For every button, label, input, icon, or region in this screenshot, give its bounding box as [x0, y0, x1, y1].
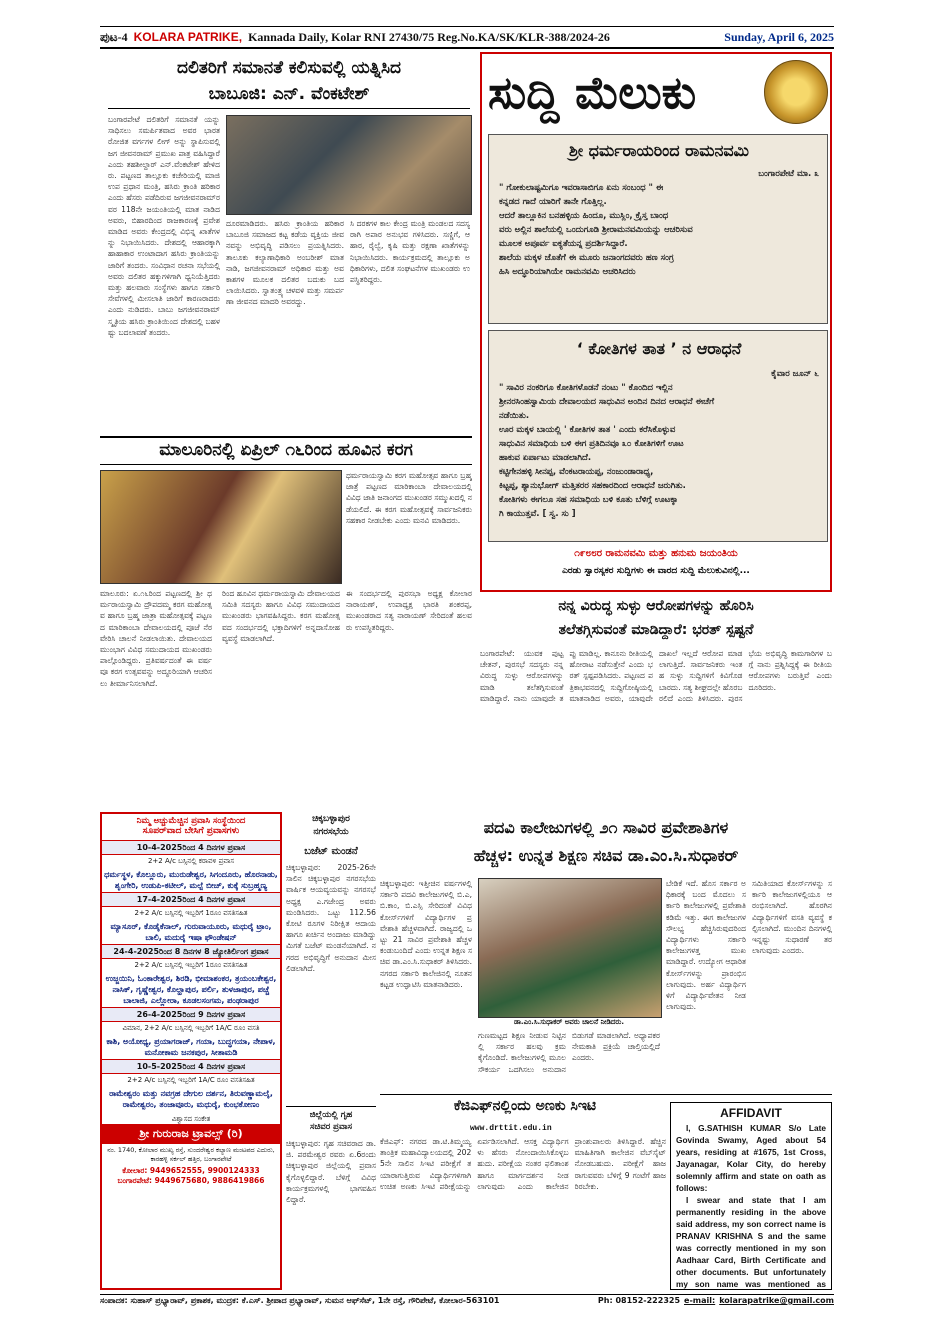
story2-rule — [100, 464, 472, 465]
story2-body-left: ಮಾಲೂರು: ಏ.೧೬ರಿಂದ ಪಟ್ಟಣದಲ್ಲಿ ಶ್ರೀ ಧರ್ಮರಾಯಸ್ವಾಮಿ ದ್ರೌಪದಮ್ಮ ಕರಗ ಮಹೋತ್ಸವ ಹಾಗೂ ಬ್ರಹ್ಮ ಜಾತ್ರಾ ಮಹೋತ್ಸವಕ್ಕೆ ಪಟ್ಟಣದ ಮಾರಿಕಾಂಬಾ ದೇವಾಲಯದಲ್ಲಿ ಪೂಜೆ ನೆರವೇರಿಸಿ ಚಾಲನೆ ನೀಡಲಾಯಿತು. ದೇವಾಲಯದ ಮುಂಭಾಗ ವಿವಿಧ ಸಮುದಾಯದ ಮುಖಂಡರು ಪಾಲ್ಗೊಂಡಿದ್ದರು. ಪ್ರತಿವರ್ಷದಂತೆ ಈ ವರ್ಷವೂ ಕರಗ ಉತ್ಸವವನ್ನು ಅದ್ಧೂರಿಯಾಗಿ ಆಚರಿಸಲು ತೀರ್ಮಾನಿಸಲಾಗಿದೆ. — [100, 589, 212, 688]
tour-date: 17-4-2025ರಿಂದ 4 ದಿನಗಳ ಪ್ರವಾಸ — [102, 892, 280, 907]
story5-headline-1: ಪದವಿ ಕಾಲೇಜುಗಳಲ್ಲಿ ೨೧ ಸಾವಿರ ಪ್ರವೇಶಾತಿಗಳ — [483, 818, 729, 837]
tour-places: ಮ್ಯಾಸೂರ್, ಕೊಡೈಕೆನಾಲ್, ಗುರುವಾಯೂರು, ಮಧುರೈ ಟ್ರಾಂ, ಬಾಲಿ, ಮದುರೈ ಇಷಾ ಫೌಂಡೇಷನ್ — [110, 922, 272, 942]
story1-body-right: ಸಿ ದರಕಗಳ ಕಾಲ ಕೇಂದ್ರ ಮಂತ್ರಿ ಮಂಡಲದ ಸದಸ್ಯರಾಗಿ ಅಪಾರ ಅನುಭವ ಗಳಿಸಿದರು. ಸಣ್ಣಿಗೆ, ಆಹಾರ, ರೈಲ್ವೆ, ಕೃಷಿ ಮತ್ತು ರಕ್ಷಣಾ ಖಾತೆಗಳನ್ನು ನಿಭಾಯಿಸಿದರು. ಕಾರ್ಯಕ್ರಮದಲ್ಲಿ ತಾಲ್ಲೂಕು ಅಧಿಕಾರಿಗಳು, ದಲಿತ ಸಂಘಟನೆಗಳ ಮುಖಂಡರು ಉಪಸ್ಥಿತರಿದ್ದರು. — [350, 219, 470, 285]
story3-body: ಬಂಗಾರಪೇಟೆ: ಯುವಕ ಪುಟ್ಟ ಚೇತನ್, ಪುರಸಭೆ ಸದಸ್ಯರು ನನ್ನ ವಿರುದ್ಧ ಸುಳ್ಳು ಆರೋಪಗಳನ್ನು ಮಾಡಿ ತಲೆತಗ್ಗಿಸುವಂತೆ ಮಾಡಿದ್ದಾರೆ. ನಾನು ಯಾವುದೇ ತಪ್ಪು ಮಾಡಿಲ್ಲ. ಕಾನೂನು ರೀತಿಯಲ್ಲಿ ಹೋರಾಟ ನಡೆಸುತ್ತೇನೆ ಎಂದು ಭರತ್ ಸ್ಪಷ್ಟಪಡಿಸಿದರು. ಪಟ್ಟಣದ ಪತ್ರಿಕಾಭವನದಲ್ಲಿ ಸುದ್ದಿಗೋಷ್ಠಿಯಲ್ಲಿ ಮಾತನಾಡಿದ ಅವರು, ಯಾವುದೇ ದಾಖಲೆ ಇಲ್ಲದೆ ಆರೋಪ ಮಾಡಲಾಗುತ್ತಿದೆ. ಸಾರ್ವಜನಿಕರು ಇಂತಹ ಸುಳ್ಳು ಸುದ್ದಿಗಳಿಗೆ ಕಿವಿಗೊಡಬಾರದು. ಸತ್ಯ ಶೀಘ್ರದಲ್ಲೇ ಹೊರಬರಲಿದೆ ಎಂದು ತಿಳಿಸಿದರು. ಪುರಸಭೆಯ ಅಭಿವೃದ್ಧಿ ಕಾಮಗಾರಿಗಳ ಬಗ್ಗೆ ನಾನು ಪ್ರಶ್ನಿಸಿದ್ದಕ್ಕೆ ಈ ರೀತಿಯ ಆರೋಪಗಳು ಬರುತ್ತಿವೆ ಎಂದು ದೂರಿದರು. — [480, 649, 832, 703]
story5-body-left: ಚಿಕ್ಕಬಳ್ಳಾಪುರ: ಇತ್ತೀಚಿನ ವರ್ಷಗಳಲ್ಲಿ ಸರ್ಕಾರಿ ಪದವಿ ಕಾಲೇಜುಗಳಲ್ಲಿ ಬಿ.ಎ, ಬಿ.ಕಾಂ, ಬಿ.ಎಸ್ಸಿ ಸೇರಿದಂತೆ ವಿವಿಧ ಕೋರ್ಸ್‌ಗಳಿಗೆ ವಿದ್ಯಾರ್ಥಿಗಳ ಪ್ರವೇಶಾತಿ ಹೆಚ್ಚಳವಾಗಿದೆ. ರಾಜ್ಯದಲ್ಲಿ ಒಟ್ಟು 21 ಸಾವಿರ ಪ್ರವೇಶಾತಿ ಹೆಚ್ಚಳ ಕಂಡುಬಂದಿದೆ ಎಂದು ಉನ್ನತ ಶಿಕ್ಷಣ ಸಚಿವ ಡಾ.ಎಂ.ಸಿ.ಸುಧಾಕರ್ ತಿಳಿಸಿದರು. ನಗರದ ಸರ್ಕಾರಿ ಕಾಲೇಜಿನಲ್ಲಿ ನೂತನ ಕಟ್ಟಡ ಉದ್ಘಾಟಿಸಿ ಮಾತನಾಡಿದರು. — [380, 879, 472, 989]
clip1-line: ಹಿಸಿ ಅದ್ಧೂರಿಯಾಗಿಯೇ ರಾಮನವಮಿ ಆಚರಿಸಿದರು — [499, 267, 636, 277]
story5-photo — [478, 878, 662, 1018]
clipping-kotigala-tata — [488, 330, 828, 542]
footer-rule — [100, 1294, 834, 1295]
footer-phone: Ph: 08152-222325 — [597, 1296, 681, 1305]
story2-body-top: ಧರ್ಮರಾಯಸ್ವಾಮಿ ಕರಗ ಮಹೋತ್ಸವ ಹಾಗೂ ಬ್ರಹ್ಮ ಜಾತ್ರೆ ಪಟ್ಟಣದ ಮಾರಿಕಾಂಬಾ ದೇವಾಲಯದಲ್ಲಿ ವಿವಿಧ ಜಾತಿ ಜನಾಂಗದ ಮುಖಂಡರ ಸಮ್ಮುಖದಲ್ಲಿ ನಡೆಯಲಿದೆ. ಈ ಕರಗ ಮಹೋತ್ಸವಕ್ಕೆ ಸಾರ್ವಜನಿಕರು ಸಹಕಾರ ನೀಡಬೇಕು ಎಂದು ಮನವಿ ಮಾಡಿದರು. — [346, 471, 472, 525]
story1-body-left: ಬಂಗಾರಪೇಟೆ ದಲಿತರಿಗೆ ಸಮಾನತೆ ಯನ್ನು ಸಾಧಿಸಲು ಸಮರ್ಪಿತವಾದ ಅವರ ಭಾರತ ರೋಜಿತ ವರ್ಗಗಳ ಲೀಗ್ ಅನ್ನು ಸ್ಥಾಪಿಸುವಲ್ಲಿ ಜಗ ಜೀವನರಾಮ್ ಪ್ರಮುಖ ಪಾತ್ರ ವಹಿಸಿದ್ದಾರೆ ಎಂದು ತಹಶೀಲ್ದಾರ್ ಎನ್.ವೆಂಕಟೇಶ್ ಹೇಳಿದರು. ಪಟ್ಟಣದ ತಾಲ್ಲೂಕು ಕಚೇರಿಯಲ್ಲಿ ಮಾಜಿ ಉಪ ಪ್ರಧಾನ ಮಂತ್ರಿ, ಹಸಿರು ಕ್ರಾಂತಿ ಹರಿಕಾರ ಎಂದು ಹೆಸರು ಪಡೆದಿರುವ ಜಗಜೀವನರಾಮ್‌ರವರ 118ನೇ ಜಯಂತಿಯಲ್ಲಿ ಮಾತ ನಾಡಿದ ಅವರು, ಬಿಹಾರದಿಂದ ರಾಜಕಾರಣಕ್ಕೆ ಪ್ರವೇಶ ಮಾಡಿದ ಅವರು ಕೇಂದ್ರದಲ್ಲಿ ವಿಭಿನ್ನ ಖಾತೆಗಳನ್ನು ನಿಭಾಯಿಸಿದರು. ದೇಶದಲ್ಲಿ ಆಹಾರಕ್ಕಾಗಿ ಹಾಹಾಕಾರ ಉಂಟಾದಾಗ ಹಸಿರು ಕ್ರಾಂತಿಯನ್ನು ಜಾರಿಗೆ ತಂದರು. ಸಂವಿಧಾನ ರಚನಾ ಸಭೆಯಲ್ಲಿ ಅವರು ದಲಿತರ ಹಕ್ಕುಗಳಿಗಾಗಿ ಧ್ವನಿಯೆತ್ತಿದರು ಮತ್ತು ಹಲವಾರು ಸಂಸ್ಥೆಗಳು ಹಾಗೂ ಸರ್ಕಾರಿ ಸೇವೆಗಳಲ್ಲಿ ಮೀಸಲಾತಿ ಜಾರಿಗೆ ಕಾರಣರಾದರು ಎಂದು ನುಡಿದರು. ಬಾಬು ಜಗಜೀವನರಾಮ್ ಸ್ಮೃತಿಯ ಹಸಿರು ಕ್ರಾಂತಿಯಿಂದ ದೇಶದಲ್ಲಿ ಬಹಳಷ್ಟು ಬದಲಾವಣೆ ತಂದರು. — [108, 115, 220, 337]
masthead — [100, 26, 834, 49]
clip2-line: ಕಟ್ಟಿಗೇನಹಳ್ಳಿ ಸೀನಪ್ಪ, ವೆಂಕಟರಾಯಪ್ಪ, ನಂಜುಂಡಾರಾಧ್ಯ, — [499, 467, 654, 477]
tour-places: ಉಜ್ಜಯಿನಿ, ಓಂಕಾರೇಶ್ವರ, ಶಿರಡಿ, ಭೀಮಾಶಂಕರ, ತ್ರಯಂಬಕೇಶ್ವರ, ನಾಸಿಕ್, ಗೃಷ್ಣೇಶ್ವರ, ಕೊಲ್ಹಾಪುರ, ಪರ್ಲಿ, ತುಳಜಾಪುರ, ಪಚ್ಚೆ ಬಾಲಾಜಿ, ಎಲ್ಲೋರಾ, ಕೂಡಲಸಂಗಮ, ಪಂಢರಾಪುರ — [105, 974, 277, 1005]
affidavit-title: AFFIDAVIT — [720, 1106, 782, 1120]
story5-body-right: ಬೇಡಿಕೆ ಇದೆ. ಹೊಸ ಸರ್ಕಾರ ಅಧಿಕಾರಕ್ಕೆ ಬಂದ ಮೊದಲು ಸರ್ಕಾರಿ ಕಾಲೇಜುಗಳಲ್ಲಿ ಪ್ರವೇಶಾತಿ ಕಡಿಮೆ ಇತ್ತು. ಈಗ ಕಾಲೇಜುಗಳ ಸೌಲಭ್ಯ ಹೆಚ್ಚಿಸಿರುವುದರಿಂದ ವಿದ್ಯಾರ್ಥಿಗಳು ಸರ್ಕಾರಿ ಕಾಲೇಜುಗಳತ್ತ ಮುಖ ಮಾಡಿದ್ದಾರೆ. ಉದ್ಯೋಗ ಆಧಾರಿತ ಕೋರ್ಸ್‌ಗಳನ್ನು ಪ್ರಾರಂಭಿಸಲಾಗುವುದು. ಅರ್ಹ ವಿದ್ಯಾರ್ಥಿಗಳಿಗೆ ವಿದ್ಯಾರ್ಥಿವೇತನ ನೀಡಲಾಗುವುದು. — [666, 879, 746, 1012]
tour-places: ಧರ್ಮಸ್ಥಳ, ಕೊಲ್ಲೂರು, ಮುರುಡೇಶ್ವರ, ಸಿಗಂದೂರು, ಹೊರನಾಡು, ಶೃಂಗೇರಿ, ಉಡುಪಿ-ಕಟೀಲ್, ಮಲ್ಪೆ ಬೀಚ್, ಕುಕ್ಕೆ ಸುಬ್ರಹ್ಮಣ್ಯ — [104, 870, 278, 890]
story4-sub-body: ಚಿಕ್ಕಬಳ್ಳಾಪುರ: ಗೃಹ ಸಚಿವರಾದ ಡಾ. ಜಿ. ಪರಮೇಶ್ವರ ರವರು ಏ.6ರಂದು ಚಿಕ್ಕಬಳ್ಳಾಪುರ ಜಿಲ್ಲೆಯಲ್ಲಿ ಪ್ರವಾಸ ಕೈಗೊಳ್ಳಲಿದ್ದಾರೆ. ಬೆಳಿಗ್ಗೆ ವಿವಿಧ ಕಾರ್ಯಕ್ರಮಗಳಲ್ಲಿ ಭಾಗವಹಿಸಲಿದ್ದಾರೆ. — [286, 1139, 376, 1205]
affidavit-para-2: I swear and state that I am permanently residing in the above said address, my son correct name is PRANAV KRISHNA S and the same was correctly mentioned in my son Aadhaar Card, Birth Certificate and other documents. But unfortunately my son name was mentioned as — [676, 1195, 826, 1289]
clip1-line: ವರು ಅಲ್ಲಿನ ಶಾಲೆಯಲ್ಲಿ ಒಂದುಗೂಡಿ ಶ್ರೀರಾಮನವಮಿಯನ್ನು ಆಚರಿಸುವ — [499, 225, 693, 235]
story6-rule — [380, 1094, 832, 1095]
story4-sub-headline-1: ಜಿಲ್ಲೆಯಲ್ಲಿ ಗೃಹ — [309, 1110, 353, 1120]
clip1-line: ಬಂಗಾರಪೇಟೆ ಮಾ. ೩ — [758, 169, 819, 179]
story4-sub-headline-2: ಸಚಿವರ ಪ್ರವಾಸ — [310, 1122, 352, 1132]
story1-rule — [108, 108, 470, 109]
story3-headline-2: ತಲೆತಗ್ಗಿಸುವಂತೆ ಮಾಡಿದ್ದಾರೆ: ಭರತ್ ಸ್ಪಷ್ಟನೆ — [558, 622, 754, 638]
clipping-ramanavami-title: ಶ್ರೀ ಧರ್ಮರಾಯರಿಂದ ರಾಮನವಮಿ — [569, 141, 749, 160]
travel-ad — [100, 812, 282, 1290]
story4-body: ಚಿಕ್ಕಬಳ್ಳಾಪುರ: 2025-26ನೇ ಸಾಲಿನ ಚಿಕ್ಕಬಳ್ಳಾಪುರ ನಗರಸಭೆಯ ವಾರ್ಷಿಕ ಆಯವ್ಯಯವನ್ನು ನಗರಸಭೆ ಅಧ್ಯಕ್ಷ ಎ.ಗಜೇಂದ್ರ ಅವರು ಮಂಡಿಸಿದರು. ಒಟ್ಟು 112.56 ಕೋಟಿ ರೂಗಳ ನಿರೀಕ್ಷಿತ ಆದಾಯ ಹಾಗೂ ಖರ್ಚಿನ ಅಂದಾಜು ಮಾಡಿದ್ದು ಮಿಗತೆ ಬಜೆಟ್ ಮಂಡನೆಯಾಗಿದೆ. ನಗರದ ಅಭಿವೃದ್ಧಿಗೆ ಅನುದಾನ ಮೀಸಲಿಡಲಾಗಿದೆ. — [286, 863, 376, 973]
clip2-line: " ಸಾವಿರ ನಂಕರಿಗೂ ಕೋತಿಗಳೊಡನೆ ನಂಟು " ಕೊಂದಿದ ಇಲ್ಲಿನ — [499, 383, 673, 393]
travel-phone-2: ಬಂಗಾರಪೇಟೆ: 9449675680, 9886419866 — [117, 1176, 265, 1185]
tour-date: 10-5-2025ರಿಂದ 4 ದಿನಗಳ ಪ್ರವಾಸ — [102, 1059, 280, 1074]
story1-photo — [226, 115, 472, 215]
tour-places: ರಾಮೇಶ್ವರಂ ಮತ್ತು ನವಗ್ರಹ ದೇಗುಲ ದರ್ಶನ, ತಿರುವಣ್ಣಾಮಲೈ, ರಾಮೇಶ್ವರಂ, ತಂಜಾವೂರು, ಮಧುರೈ, ಕುಂಭಕೋಣಂ — [109, 1089, 273, 1109]
tour-mode: 2+2 A/c ಬಸ್ಸಿನಲ್ಲಿ ಇಬ್ಬರಿಗೆ 1ರೂಂ ವಸತಿಸಹಿತ — [134, 961, 248, 969]
footer-imprint: ಸಂಪಾದಕ: ಸುಹಾಸ್ ಪ್ರಭ್ಯಾರಾವ್, ಪ್ರಕಾಶಕ, ಮುದ್ರಕ: ಕೆ.ಎಸ್. ಶ್ರೀಪಾದ ಪ್ರಭ್ಯಾರಾವ್, ಸುಮನ ಆಫ್‌ಸೆಟ್, 1ನೇ ರಸ್ತೆ, ಗೌರಿಪೇಟೆ, ಕೋಲಾರ-563101 — [100, 1296, 500, 1305]
story5-body-far: ಸಮಿತಿಯಾದ ಕೋರ್ಸ್‌ಗಳನ್ನು ಸರ್ಕಾರಿ ಕಾಲೇಜುಗಳಲ್ಲಿಯೂ ಆರಂಭಿಸಲಾಗಿದೆ. ಹೊರಗಿನ ವಿದ್ಯಾರ್ಥಿಗಳಿಗೆ ವಸತಿ ವ್ಯವಸ್ಥೆ ಕಲ್ಪಿಸಲಾಗಿದೆ. ಮುಂದಿನ ದಿನಗಳಲ್ಲಿ ಇನ್ನಷ್ಟು ಸುಧಾರಣೆ ತರಲಾಗುವುದು ಎಂದರು. — [752, 879, 832, 956]
clip2-line: ಶ್ರೀನರಸಿಂಹಸ್ವಾಮಿಯ ದೇವಾಲಯದ ಸಾಧುವಿನ ಅಂದಿನ ದಿನದ ಆರಾಧನೆ ಈಚೆಗೆ — [499, 397, 715, 407]
clipping-kotigala-text — [499, 367, 819, 521]
clip2-line: ಸಾಧುವಿನ ಸಮಾಧಿಯ ಬಳಿ ಈಗ ಪ್ರತಿದಿನವೂ ೩೦ ಕೋತಿಗಳಿಗೆ ಊಟ — [499, 439, 684, 449]
tour-places: ಕಾಶಿ, ಅಯೋಧ್ಯ, ಪ್ರಯಾಗರಾಜ್, ಗಯಾ, ಬುದ್ಧಗಯಾ, ನೇಪಾಳ, ಮನೋಕಾಮ ಜನಕಪುರ, ಸೀತಾಮಡಿ — [106, 1037, 276, 1057]
story6-url: www.drttit.edu.in — [470, 1124, 552, 1133]
clipping-ramanavami-text — [499, 167, 819, 279]
affidavit-para-1: I, G.SATHISH KUMAR S/o Late Govinda Swamy, Aged about 54 years, residing at #1675, 1st Cross, Jayanagar, Kolar City, do hereby solemnly affirm and state on oath as follows: — [676, 1123, 826, 1193]
clipping-ramanavami — [488, 134, 828, 324]
tour-mode: 2+2 A/c ಬಸ್ಸಿನಲ್ಲಿ ಇಬ್ಬರಿಗೆ 1ರೂಂ ವಸತಿಸಹಿತ — [134, 909, 248, 917]
clip1-line: ಮೂಲಕ ಅಪೂರ್ವ ಐಕ್ಯತೆಯನ್ನ ಪ್ರದರ್ಶಿಸಿದ್ದಾರೆ. — [499, 239, 628, 249]
suddi-meluku-caption-1: ೧೯೮೮ರ ರಾಮನವಮಿ ಮತ್ತು ಹನುಮ ಜಯಂತಿಯ — [574, 548, 738, 559]
footer-email: kolarapatrike@gmail.com — [719, 1296, 834, 1305]
tour-date: 24-4-2025ರಿಂದ 8 ದಿನಗಳ 8 ಜ್ಯೋತಿರ್ಲಿಂಗ ಪ್ರವಾಸ — [102, 944, 280, 959]
clipping-kotigala-title: ‘ ಕೋತಿಗಳ ತಾತ ’ ನ ಆರಾಧನೆ — [576, 339, 742, 358]
story1-headline-2: ಬಾಬೂಜಿ: ಎನ್. ವೆಂಕಟೇಶ್ — [208, 84, 370, 104]
story4-headline-3: ಬಜೆಟ್ ಮಂಡನೆ — [304, 846, 358, 857]
clip1-line: ಶಾಲೆಯ ಮಕ್ಕಳ ಜೊತೆಗೆ ಈ ಮೂರು ಜನಾಂಗದವರು ಹಣ ಸಂಗ್ರ — [499, 253, 674, 263]
tour-date: 26-4-2025ರಿಂದ 9 ದಿನಗಳ ಪ್ರವಾಸ — [102, 1007, 280, 1022]
story5-photo-caption: ಡಾ.ಎಂ.ಸಿ.ಸುಧಾಕರ್ ಅವರು ಚಾಲನೆ ನೀಡಿದರು. — [513, 1018, 624, 1026]
clip2-line: ಊರ ಮಕ್ಕಳ ಬಾಯಲ್ಲಿ ' ಕೋತಿಗಳ ತಾತ ' ಎಂದು ಕರೆಸಿಕೊಳ್ಳುವ — [499, 425, 676, 435]
footer-email-label: e-mail: — [684, 1296, 716, 1305]
clip2-line: ಕೋತಿಗಳು ಈಗಲೂ ಸಹ ಸಮಾಧಿಯ ಬಳಿ ಕೂತು ಬೆಳಿಗ್ಗೆ ಊಟಕ್ಕಾ — [499, 495, 678, 505]
footer — [100, 1296, 834, 1310]
clip1-line: ಆದರೆ ತಾಲ್ಲೂಕಿನ ಬನಹಳ್ಳಿಯ ಹಿಂದೂ, ಮುಸ್ಲಿಂ, ಕ್ರೈಸ್ತ ಬಾಂಧ — [499, 211, 669, 221]
story5-body-mid: ಗುಣಮಟ್ಟದ ಶಿಕ್ಷಣ ನೀಡುವ ನಿಟ್ಟಿನಲ್ಲಿ ಸರ್ಕಾರ ಹಲವು ಕ್ರಮ ಕೈಗೊಂಡಿದೆ. ಕಾಲೇಜುಗಳಲ್ಲಿ ಮೂಲ ಸೌಕರ್ಯ ಒದಗಿಸಲು ಅನುದಾನ ಬಿಡುಗಡೆ ಮಾಡಲಾಗಿದೆ. ಅಧ್ಯಾಪಕರ ನೇಮಕಾತಿ ಪ್ರಕ್ರಿಯೆ ಚಾಲ್ತಿಯಲ್ಲಿದೆ ಎಂದರು. — [478, 1031, 660, 1074]
travel-ad-header-1: ನಿಮ್ಮ ಅಚ್ಚುಮೆಚ್ಚಿನ ಪ್ರವಾಸಿ ಸಂಸ್ಥೆಯಿಂದ — [136, 816, 246, 826]
tour-date: 10-4-2025ರಿಂದ 4 ದಿನಗಳ ಪ್ರವಾಸ — [102, 840, 280, 855]
masthead-info: Kannada Daily, Kolar RNI 27430/75 Reg.No.KA/SK/KLR-388/2024-26 — [248, 29, 610, 44]
story5-headline-2: ಹೆಚ್ಚಳ: ಉನ್ನತ ಶಿಕ್ಷಣ ಸಚಿವ ಡಾ.ಎಂ.ಸಿ.ಸುಧಾಕರ್ — [473, 846, 739, 865]
tour-mode: 2+2 A/c ಬಸ್ಸಿನಲ್ಲಿ ಇಬ್ಬರಿಗೆ 1A/C ರೂಂ ವಸತಿಸಹಿತ — [127, 1076, 255, 1084]
tour-mode: 2+2 A/c ಬಸ್ಸಿನಲ್ಲಿ ಕರಾವಳಿ ಪ್ರವಾಸ — [147, 857, 235, 865]
story6-headline: ಕೆಜಿಎಫ್‌ನಲ್ಲಿಂದು ಅಣಕು ಸಿಇಟಿ — [453, 1098, 597, 1114]
story4-headline-1: ಚಿಕ್ಕಬಳ್ಳಾಪುರ — [312, 814, 350, 824]
story4-rule — [286, 1106, 376, 1107]
travel-operator-name: ಶ್ರೀ ಗುರುರಾಜ ಟ್ರಾವಲ್ಸ್ (ರಿ) — [102, 1124, 280, 1144]
clip1-line: ಕನ್ನಡದ ಗಾದೆ ಯಾರಿಗೆ ತಾನೇ ಗೊತ್ತಿಲ್ಲ. — [499, 197, 607, 207]
story2-photo — [100, 470, 342, 584]
issue-date: Sunday, April 6, 2025 — [724, 29, 834, 44]
suddi-meluku-caption-2: ಎರಡು ಸ್ವಾರಸ್ಯಕರ ಸುದ್ದಿಗಳು ಈ ವಾರದ ಸುದ್ದಿ ಮೆಲುಕುವಿನಲ್ಲಿ... — [562, 566, 750, 576]
travel-phone-1: ಕೋಲಾರ: 9449652555, 9900124333 — [122, 1166, 260, 1175]
story2-top-rule — [100, 436, 472, 438]
clip2-line: ಹಾಕುವ ಏರ್ಪಾಟು ಮಾಡಲಾಗಿದೆ. — [499, 453, 592, 463]
anniversary-logo — [764, 60, 828, 124]
affidavit-box — [670, 1102, 832, 1290]
travel-operator-address: ನಂ. 1740, ಕೋಲಾರ ಮುಖ್ಯ ರಸ್ತೆ, ಸುಂದರೇಶ್ವರ ಕಲ್ಯಾಣ ಮಂಟಪದ ಎದುರು, ಕಾರಹಳ್ಳಿ ಸರ್ಕಲ್ ಹತ್ತಿರ, ಬಂಗಾರಪೇಟೆ — [107, 1146, 275, 1163]
story2-body-mid: ರಿಂದ ಹೂವಿನ ಧರ್ಮರಾಯಸ್ವಾಮಿ ದೇವಾಲಯದ ಸಮಿತಿ ಸದಸ್ಯರು ಹಾಗೂ ವಿವಿಧ ಸಮುದಾಯದ ಮುಖಂಡರು ಭಾಗವಹಿಸಿದ್ದರು. ಕರಗ ಮಹೋತ್ಸವದ ಸಂದರ್ಭದಲ್ಲಿ ಭಕ್ತಾದಿಗಳಿಗೆ ಅನ್ನದಾಸೋಹ ವ್ಯವಸ್ಥೆ ಮಾಡಲಾಗಿದೆ. — [222, 589, 340, 643]
story1-headline-1: ದಲಿತರಿಗೆ ಸಮಾನತೆ ಕಲಿಸುವಲ್ಲಿ ಯತ್ನಿಸಿದ — [177, 58, 401, 78]
tour-mode: ವಿಮಾನ, 2+2 A/c ಬಸ್ಸಿನಲ್ಲಿ ಇಬ್ಬರಿಗೆ 1A/C ರೂಂ ವಸತಿ — [122, 1024, 260, 1032]
clip2-line: ನಡೆಯಿತು. — [499, 411, 530, 421]
clip2-line: ಕೈವಾರ ಜೂನ್ ೬ — [771, 369, 819, 379]
story4-headline-2: ನಗರಸಭೆಯ — [313, 827, 349, 837]
story6-body: ಕೆಜಿಎಫ್: ನಗರದ ಡಾ.ಟಿ.ತಿಮ್ಮಯ್ಯ ತಾಂತ್ರಿಕ ಮಹಾವಿದ್ಯಾಲಯದಲ್ಲಿ 2025ನೇ ಸಾಲಿನ ಸಿಇಟಿ ಪರೀಕ್ಷೆಗೆ ತಯಾರಾಗುತ್ತಿರುವ ವಿದ್ಯಾರ್ಥಿಗಳಿಗಾಗಿ ಉಚಿತ ಅಣಕು ಸಿಇಟಿ ಪರೀಕ್ಷೆಯನ್ನು ಏರ್ಪಡಿಸಲಾಗಿದೆ. ಆಸಕ್ತ ವಿದ್ಯಾರ್ಥಿಗಳು ಹೆಸರು ನೋಂದಾಯಿಸಿಕೊಳ್ಳಬಹುದು. ಪರೀಕ್ಷೆಯ ನಂತರ ಫಲಿತಾಂಶ ಹಾಗೂ ಮಾರ್ಗದರ್ಶನ ನೀಡಲಾಗುವುದು ಎಂದು ಕಾಲೇಜಿನ ಪ್ರಾಂಶುಪಾಲರು ತಿಳಿಸಿದ್ದಾರೆ. ಹೆಚ್ಚಿನ ಮಾಹಿತಿಗಾಗಿ ಕಾಲೇಜಿನ ವೆಬ್‌ಸೈಟ್ ನೋಡಬಹುದು. ಪರೀಕ್ಷೆಗೆ ಹಾಜರಾಗುವವರು ಬೆಳಿಗ್ಗೆ 9 ಗಂಟೆಗೆ ಹಾಜರಿರಬೇಕು. — [380, 1137, 666, 1191]
newspaper-brand: KOLARA PATRIKE, — [133, 30, 243, 44]
story2-body-right: ಈ ಸಂದರ್ಭದಲ್ಲಿ ಪುರಸಭಾ ಅಧ್ಯಕ್ಷ ಕೋಲಾರ ನಾರಾಯಣ್, ಉಪಾಧ್ಯಕ್ಷ ಭಾರತಿ ಶಂಕರಪ್ಪ, ಮುಖಂಡರಾದ ಸತ್ಯ ನಾರಾಯಣ್ ಸೇರಿದಂತೆ ಹಲವರು ಉಪಸ್ಥಿತರಿದ್ದರು. — [346, 589, 472, 632]
travel-ad-header-2: ಸೂಪರ್‌ವಾದ ಬೇಸಿಗೆ ಪ್ರವಾಸಗಳು — [142, 826, 240, 836]
travel-operator-tagline: ವಿಶ್ವಾಸದ ಸಂಕೇತ — [171, 1115, 211, 1123]
clip2-line: ಕಿಟ್ಟಪ್ಪ, ಶ್ಯಾನುಭೋಗ್ ಮತ್ತಿತರರ ಸಹಕಾರದಿಂದ ಆರಾಧನೆ ಜರುಗಿತು. — [499, 481, 686, 491]
suddi-meluku-title: ಸುದ್ದಿ ಮೆಲುಕು — [488, 66, 697, 119]
clip1-line: " ಗೋಕುಲಾಷ್ಟಮಿಗೂ ಇವರಾಸಾಬಿಗೂ ಏನು ಸಂಬಂಧ " ಈ — [499, 183, 664, 193]
clip2-line: ಗಿ ಕಾಯುತ್ತವೆ. [ ಸ್ವ. ಸು ] — [499, 509, 576, 519]
page-number: ಪುಟ-4 — [100, 29, 128, 44]
story3-headline-1: ನನ್ನ ವಿರುದ್ಧ ಸುಳ್ಳು ಆರೋಪಗಳನ್ನು ಹೊರಿಸಿ — [558, 598, 754, 614]
story2-headline: ಮಾಲೂರಿನಲ್ಲಿ ಏಪ್ರಿಲ್ ೧೬ರಿಂದ ಹೂವಿನ ಕರಗ — [159, 440, 413, 460]
story1-body-mid: ದೂರಮಾಡಿದರು. ಹಸಿರು ಕ್ರಾಂತಿಯ ಹರಿಕಾರ ಬಾಬೂಜಿ ಸಮಾಜದ ಕಟ್ಟ ಕಡೆಯ ವ್ಯಕ್ತಿಯ ಜೀವನವನ್ನು ಅಭಿವೃದ್ಧಿ ಪಡಿಸಲು ಪ್ರಯತ್ನಿಸಿದರು. ತಾಲೂಕು ಕಲ್ಯಾಣಾಧಿಕಾರಿ ಅಂಬರೀಶ್ ಮಾತನಾಡಿ, ಜಗಜೀವನರಾಮ್ ಅಧಿಕಾರ ಮತ್ತು ಅವಕಾಶಗಳ ಮೂಲಕ ದಲಿತರ ಬದುಕು ಬದಲಾಯಿಸಿದರು. ಸ್ವಾತಂತ್ರ್ಯ ಚಳವಳಿ ಮತ್ತು ಸಮರ್ಪಣಾ ಜೀವನದ ಮಾದರಿ ಅವರದ್ದು. — [226, 219, 344, 307]
